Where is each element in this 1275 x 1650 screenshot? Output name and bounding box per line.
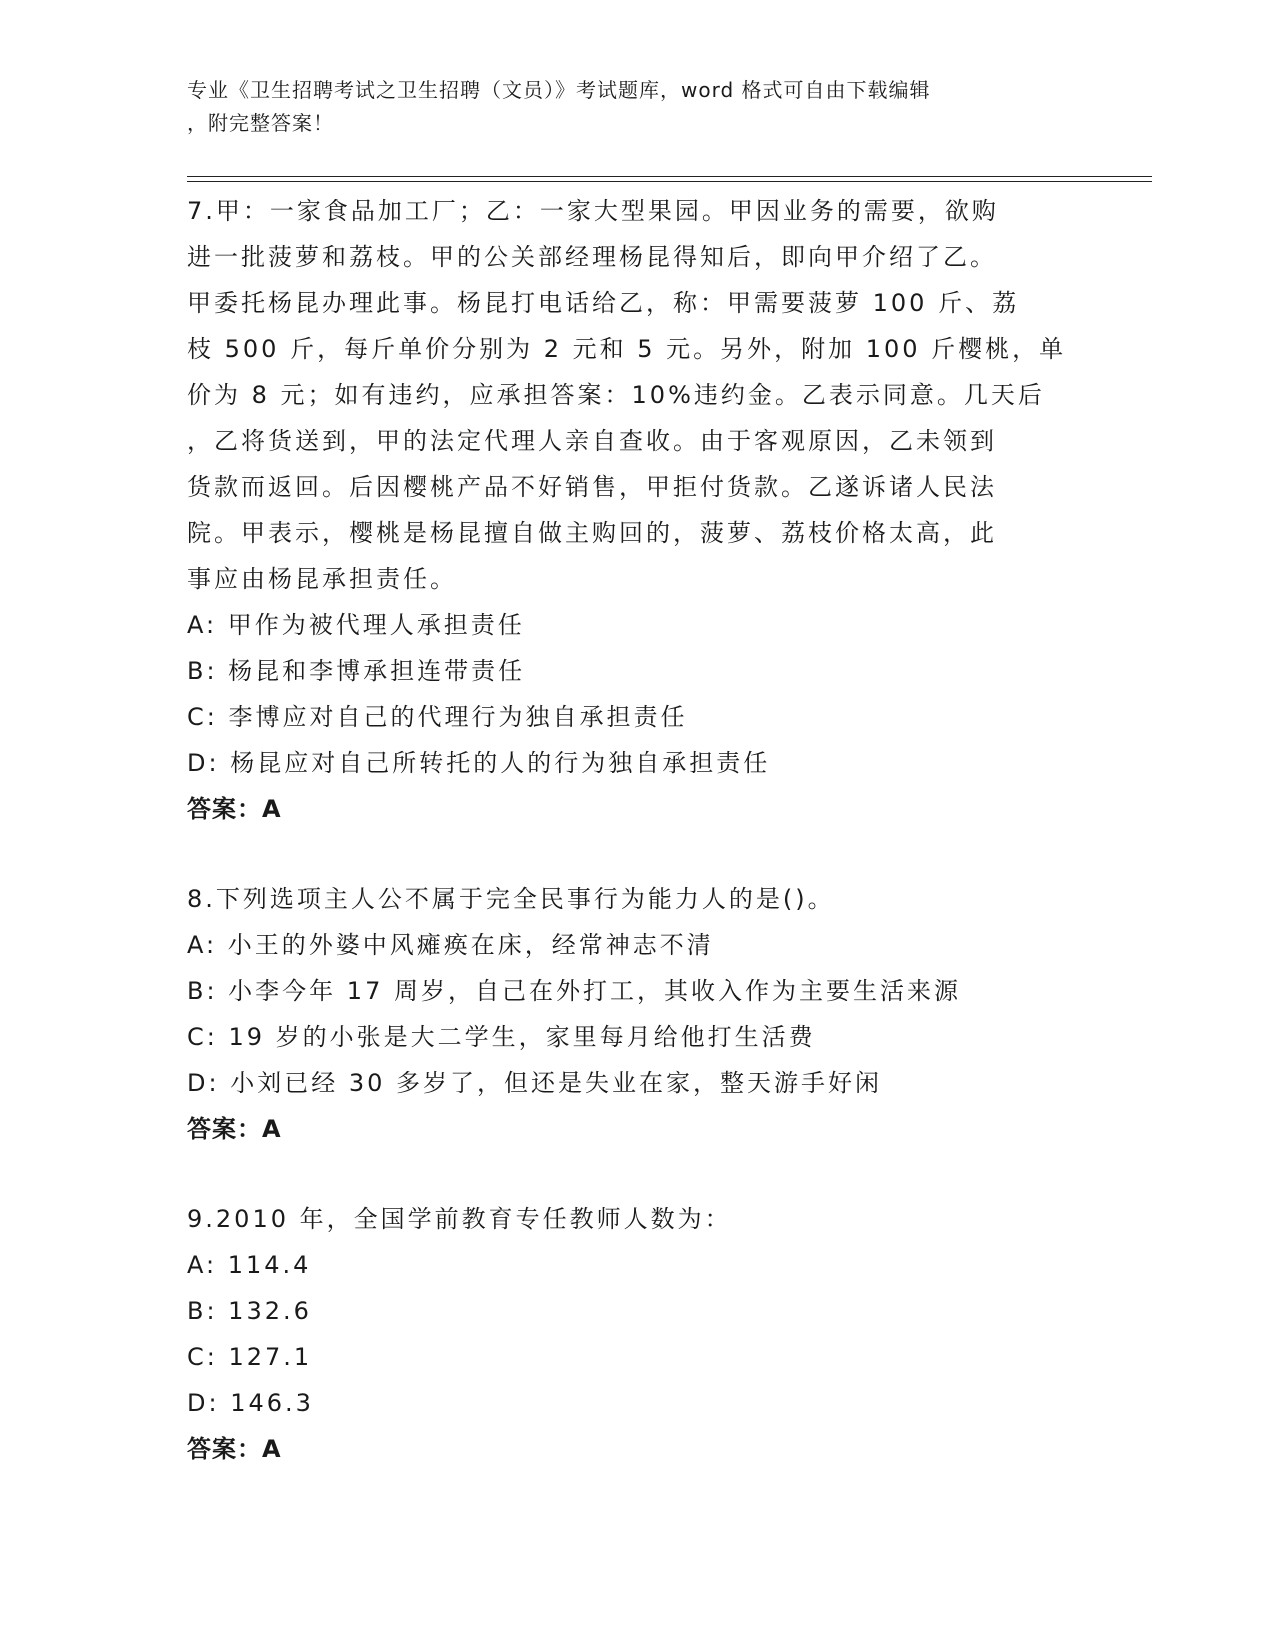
question-7 [187,188,1087,832]
option-d: D: 小刘已经 30 多岁了，但还是失业在家，整天游手好闲 [187,1069,882,1097]
header-line-2: ，附完整答案！ [187,111,334,135]
option-d: D: 146.3 [187,1389,314,1417]
question-stem-line: 货款而返回。后因樱桃产品不好销售，甲拒付货款。乙遂诉诸人民法 [187,473,997,501]
header-line-1: 专业《卫生招聘考试之卫生招聘（文员）》考试题库，word 格式可自由下载编辑 [187,78,931,102]
header-divider [187,176,1152,182]
question-spacer [187,832,1087,876]
document-header [187,74,1087,140]
option-a: A: 小王的外婆中风瘫痪在床，经常神志不清 [187,931,714,959]
question-stem-line: 价为 8 元；如有违约，应承担答案：10%违约金。乙表示同意。几天后 [187,381,1045,409]
option-b: B: 小李今年 17 周岁，自己在外打工，其收入作为主要生活来源 [187,977,961,1005]
question-9 [187,1196,1087,1472]
question-stem-line: 进一批菠萝和荔枝。甲的公关部经理杨昆得知后，即向甲介绍了乙。 [187,243,997,271]
question-stem-line: 枝 500 斤，每斤单价分别为 2 元和 5 元。另外，附加 100 斤樱桃，单 [187,335,1067,363]
option-b: B: 132.6 [187,1297,312,1325]
question-8 [187,876,1087,1152]
question-stem-line: 9.2010 年，全国学前教育专任教师人数为： [187,1205,732,1233]
answer-label: 答案：A [187,795,282,823]
question-stem-line: 8.下列选项主人公不属于完全民事行为能力人的是()。 [187,885,835,913]
question-list [187,188,1087,1472]
option-c: C: 127.1 [187,1343,313,1371]
option-b: B: 杨昆和李博承担连带责任 [187,657,526,685]
question-stem-line: 甲委托杨昆办理此事。杨昆打电话给乙，称：甲需要菠萝 100 斤、荔 [187,289,1020,317]
option-c: C: 李博应对自己的代理行为独自承担责任 [187,703,688,731]
option-a: A: 甲作为被代理人承担责任 [187,611,525,639]
question-stem-line: 7.甲：一家食品加工厂；乙：一家大型果园。甲因业务的需要，欲购 [187,197,999,225]
answer-label: 答案：A [187,1115,282,1143]
option-a: A: 114.4 [187,1251,312,1279]
question-spacer [187,1152,1087,1196]
question-stem-line: ，乙将货送到，甲的法定代理人亲自查收。由于客观原因，乙未领到 [187,427,997,455]
question-stem-line: 事应由杨昆承担责任。 [187,565,457,593]
option-c: C: 19 岁的小张是大二学生，家里每月给他打生活费 [187,1023,816,1051]
answer-label: 答案：A [187,1435,282,1463]
option-d: D: 杨昆应对自己所转托的人的行为独自承担责任 [187,749,771,777]
question-stem-line: 院。甲表示，樱桃是杨昆擅自做主购回的，菠萝、荔枝价格太高，此 [187,519,997,547]
